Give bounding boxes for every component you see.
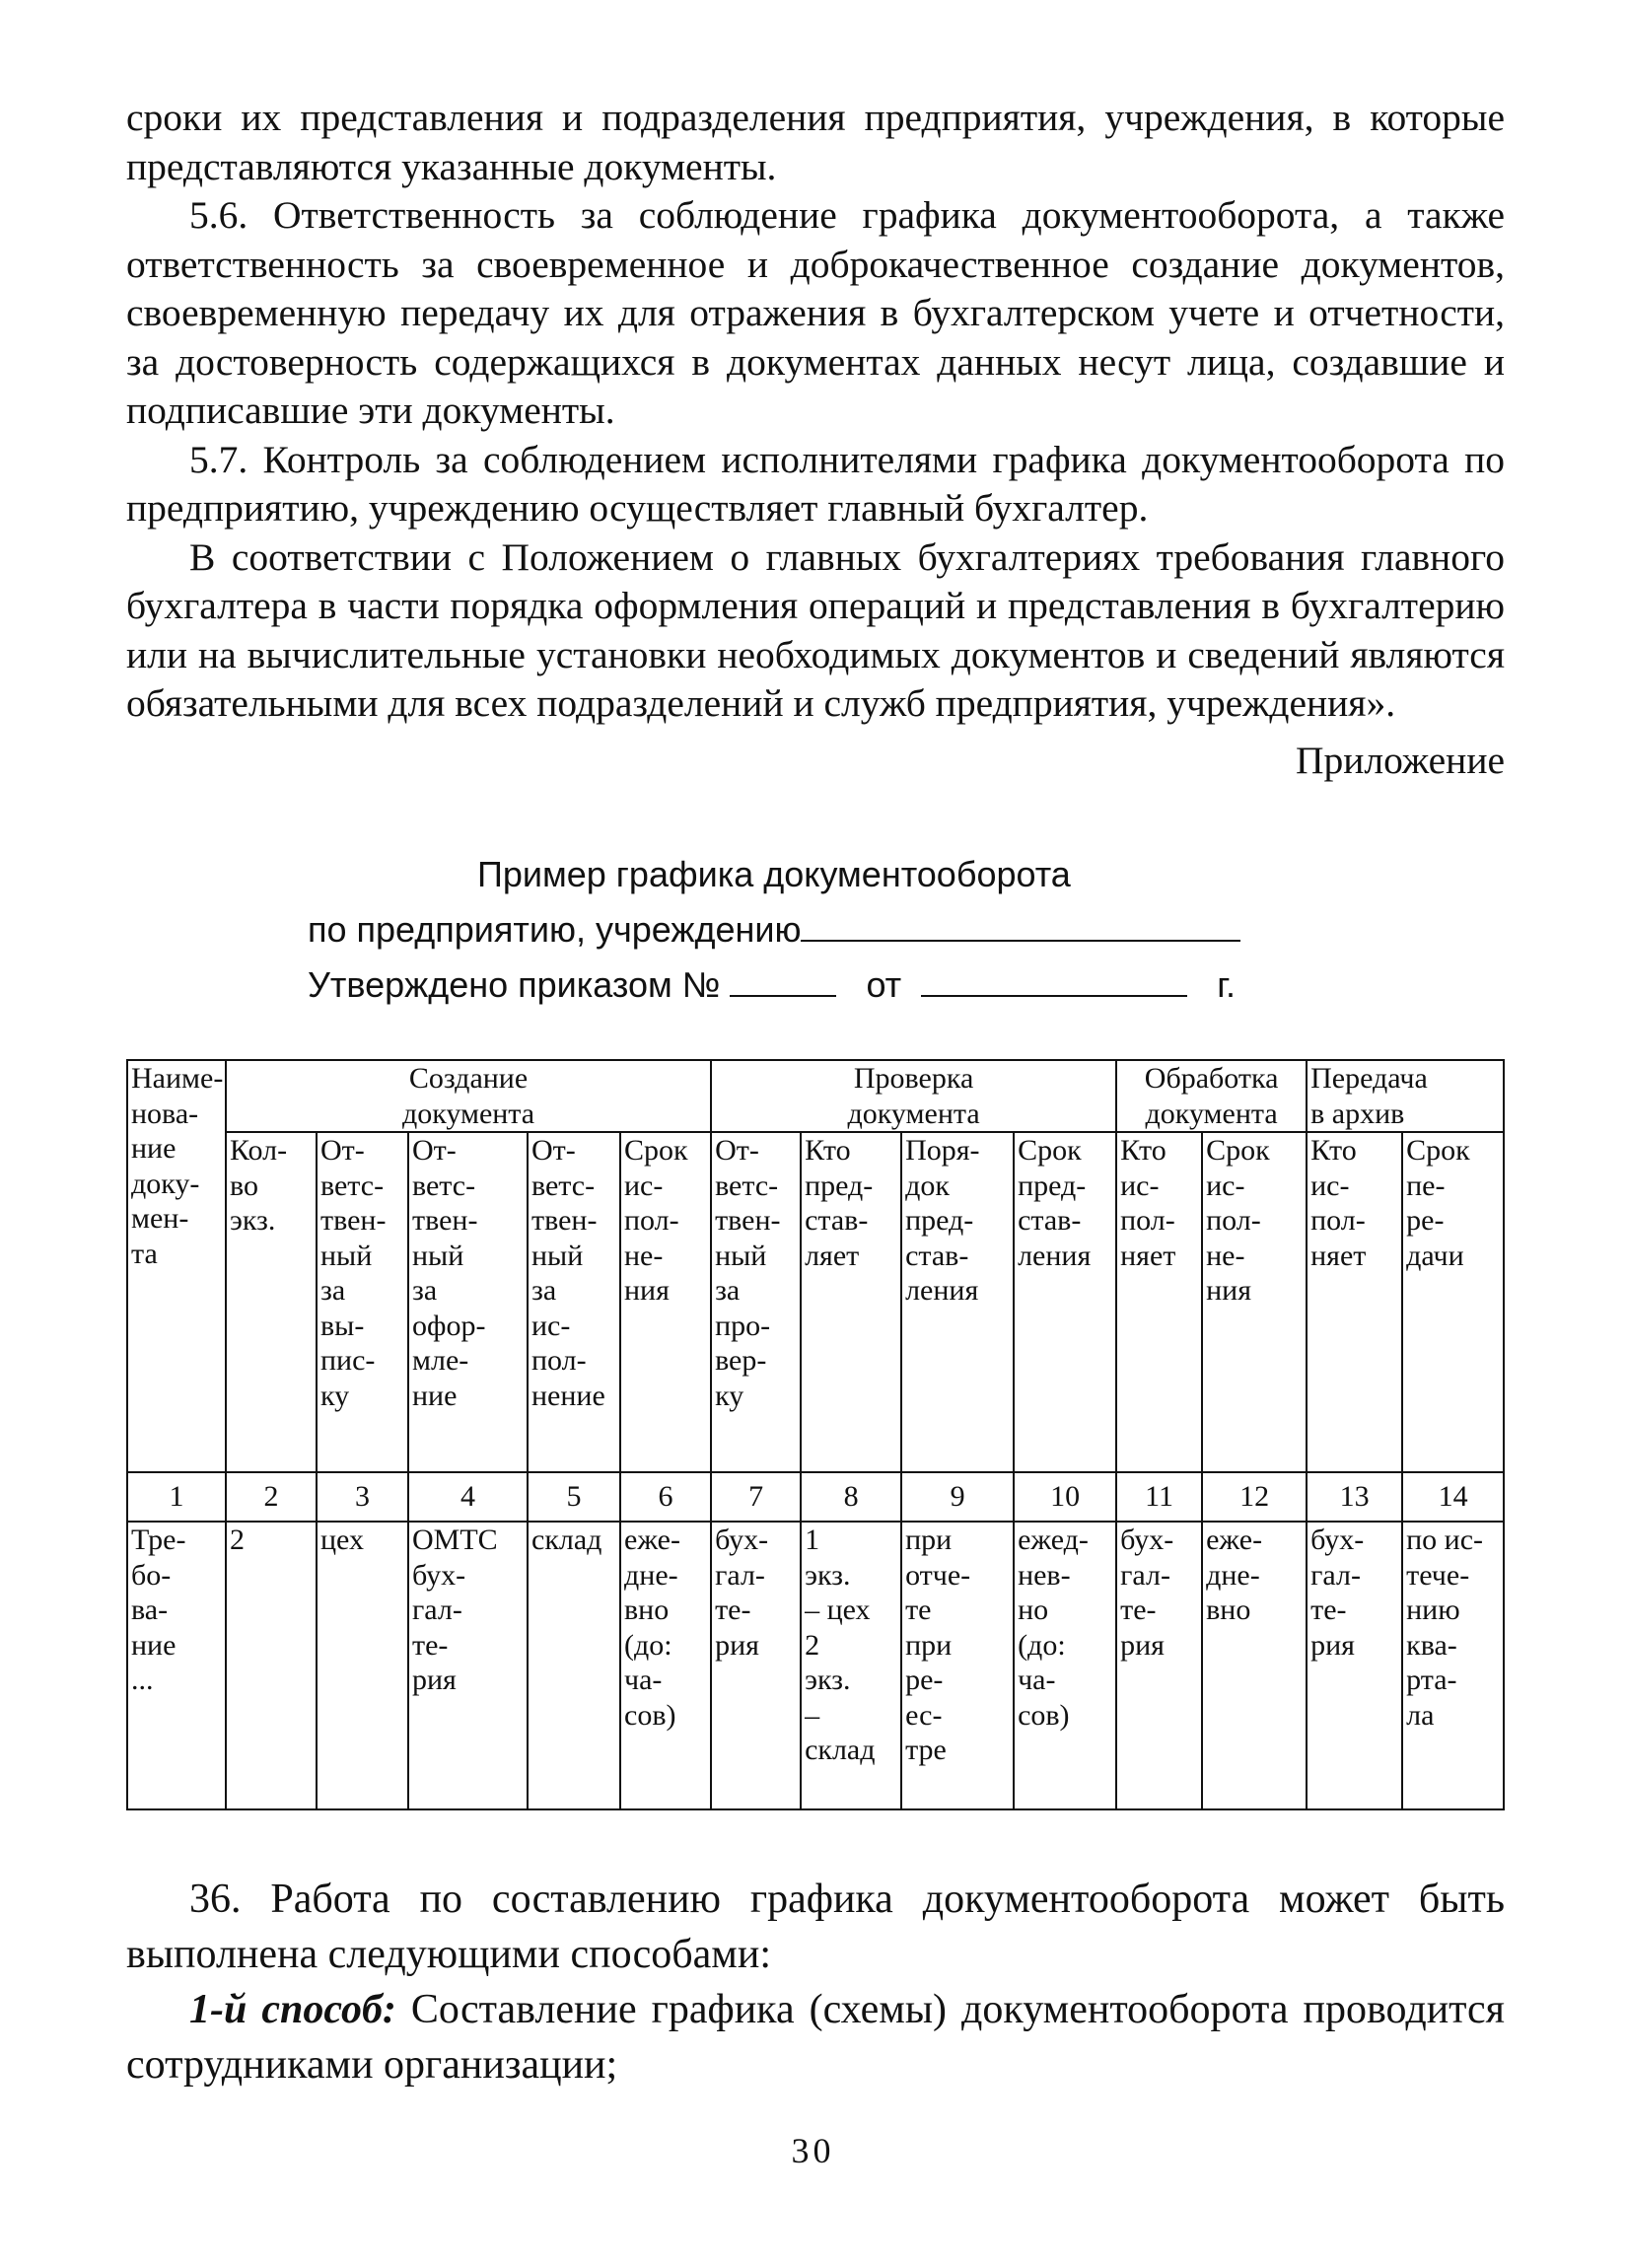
method-text: Составление графика (схемы) документооборота проводится сотрудниками организации; [126,1987,1505,2088]
paragraph-36: 36. Работа по составлению графика документооборота может быть выполнена следующими способами: [126,1877,1505,1977]
blank-organization [801,910,1240,942]
subheader-submission-order: Поря- док пред- став- ления [901,1132,1014,1472]
subheader-archive-deadline: Срок пе- ре- дачи [1402,1132,1504,1472]
appendix-label: Приложение [1295,738,1505,782]
cell-issuer: цех [317,1522,408,1809]
cell-submitter: 1 экз. – цех 2 экз. – склад [801,1522,901,1809]
body-text [126,94,1505,785]
cell-formalizer: ОМТС бух- гал- те- рия [408,1522,528,1809]
subheader-archiver: Кто ис- пол- няет [1307,1132,1402,1472]
col-number: 10 [1014,1472,1116,1522]
order-label: Утверждено приказом № [308,964,721,1005]
col-number: 6 [620,1472,711,1522]
cell-processor: бух- гал- те- рия [1116,1522,1202,1809]
col-number: 14 [1402,1472,1504,1522]
col-number: 7 [711,1472,801,1522]
col-number: 2 [226,1472,317,1522]
subheader-executor: От- ветс- твен- ный за ис- пол- нение [528,1132,620,1472]
subheader-submission-deadline: Срок пред- став- ления [1014,1132,1116,1472]
document-flow-table [126,1059,1505,1810]
schedule-line3 [308,958,1236,1012]
group-processing: Обработка документа [1116,1060,1307,1132]
subheader-formalizer: От- ветс- твен- ный за офор- мле- ние [408,1132,528,1472]
paragraph-5-7: 5.7. Контроль за соблюдением исполнителями графика документооборота по предприятию, учреждению осуществляет главный бухгалтер. [126,437,1505,530]
cell-submission-order: при отче- те при ре- ес- тре [901,1522,1014,1809]
paragraph-1: сроки их представления и подразделения предприятия, учреждения, в которые представляются указанные документы. [126,96,1505,188]
col-number: 12 [1202,1472,1307,1522]
subheader-copies: Кол- во экз. [226,1132,317,1472]
header-document-name: Наиме- нова- ние доку- мен- та [127,1060,226,1472]
year-label: г. [1217,964,1236,1005]
schedule-title: Пример графика документооборота [477,854,1071,894]
group-archive: Передача в архив [1307,1060,1504,1132]
subheader-issuer: От- ветс- твен- ный за вы- пис- ку [317,1132,408,1472]
method-1-paragraph [126,1982,1505,2092]
col-number: 9 [901,1472,1014,1522]
table-header-row-2 [127,1132,1504,1472]
cell-executor: склад [528,1522,620,1809]
subheader-checker: От- ветс- твен- ный за про- вер- ку [711,1132,801,1472]
cell-deadline: еже- дне- вно (до: ча- сов) [620,1522,711,1809]
col-number: 5 [528,1472,620,1522]
group-creation: Создание документа [226,1060,711,1132]
col-number: 3 [317,1472,408,1522]
col-number: 8 [801,1472,901,1522]
paragraph-regulation: В соответствии с Положением о главных бухгалтериях требования главного бухгалтера в части порядка оформления операций и представления в бухгалтерию или на вычислительные установки необходимых документов и сведений являются обязательными для всех подразделений и служб предприятия, учреждения». [126,534,1505,725]
cell-submission-deadline: ежед- нев- но (до: ча- сов) [1014,1522,1116,1809]
subheader-submitter: Кто пред- став- ляет [801,1132,901,1472]
cell-copies: 2 [226,1522,317,1809]
cell-processing-deadline: еже- дне- вно [1202,1522,1307,1809]
col-number: 1 [127,1472,226,1522]
subheader-processor: Кто ис- пол- няет [1116,1132,1202,1472]
cell-archive-deadline: по ис- тече- нию ква- рта- ла [1402,1522,1504,1809]
schedule-line2-text: по предприятию, учреждению [308,909,802,950]
cell-archiver: бух- гал- те- рия [1307,1522,1402,1809]
method-label: 1-й способ: [189,1987,396,2032]
table-row [127,1522,1504,1809]
col-number: 13 [1307,1472,1402,1522]
subheader-processing-deadline: Срок ис- пол- не- ния [1202,1132,1307,1472]
page-number: 30 [791,2131,835,2170]
subheader-deadline: Срок ис- пол- не- ния [620,1132,711,1472]
cell-checker: бух- гал- те- рия [711,1522,801,1809]
table-number-row [127,1472,1504,1522]
from-label: от [866,964,902,1005]
schedule-line2 [308,903,1240,957]
cell-document-name: Тре- бо- ва- ние ... [127,1522,226,1809]
col-number: 11 [1116,1472,1202,1522]
table-header-row-1 [127,1060,1504,1132]
paragraph-5-6: 5.6. Ответственность за соблюдение графика документооборота, а также ответственность за своевременное и доброкачественное создание документов, своевременную передачу их для отражения в бухгалтерском учете и отчетности, за достоверность содержащихся в документах данных несут лица, создавшие и подписавшие эти документы. [126,193,1505,432]
blank-order-number [730,965,836,997]
bottom-section [126,1872,1505,2092]
col-number: 4 [408,1472,528,1522]
blank-date [921,965,1187,997]
group-check: Проверка документа [711,1060,1116,1132]
